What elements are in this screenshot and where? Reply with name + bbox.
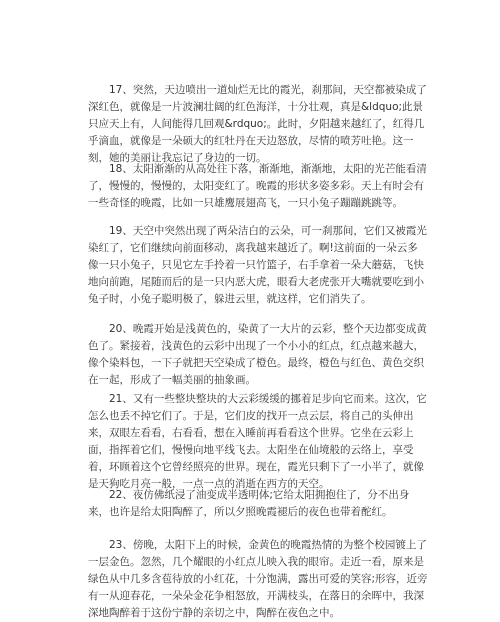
paragraph-22-text: 22、夜仿佛纸浸了油变成半透明体;它给太阳拥抱住了，分不出身来，也许是给太阳陶醉了，所以夕照晚霞褪后的夜色也带着酡红。 xyxy=(88,489,410,518)
paragraph-20 xyxy=(88,321,428,389)
paragraph-19 xyxy=(88,223,428,308)
paragraph-22 xyxy=(88,487,428,521)
paragraph-23-text: 23、傍晚，太阳下上的时候，金黄色的晚霞热情的为整个校园镀上了一层金色。忽然，几个耀眼的小红点儿映入我的眼帘。走近一看，原来是绿色从中几多含苞待放的小红花，十分饱满，露出可爱的笑容;形容，近旁有一从迎春花，一朵朵金花争相怒放，开满枝头，在落日的余晖中，我深深地陶醉着于这份宁静的亲切之中，陶醉在夜色之中。 xyxy=(88,539,428,619)
paragraph-17-text: 17、突然，天边喷出一道灿烂无比的霞光，刹那间，天空都被染成了深红色，就像是一片波澜壮阔的红色海洋，十分壮观，真是&ldquo;此景只应天上有，人间能得几回观&rdquo;。此时，夕阳越来越红了，红得几乎滴血，就像是一朵硕大的红牡丹在天边怒放，尽情的喷芳吐艳。这一刻，她的美丽让我忘记了身边的一切。 xyxy=(88,84,427,164)
paragraph-18 xyxy=(88,161,428,212)
paragraph-23 xyxy=(88,537,428,622)
paragraph-19-text: 19、天空中突然出现了两朵洁白的云朵，可一刹那间，它们又被霞光染红了，它们继续向前面移动，离我越来越近了。啊!这前面的一朵云多像一只小兔子，只见它左手拎着一只竹篮子，右手拿着一朵大蘑菇，飞快地向前跑，尾随而后的是一只内恶大虎，眼看大老虎张开大嘴就要吃到小兔子时，小兔子聪明极了，躲进云里，就这样，它们消失了。 xyxy=(88,225,427,305)
paragraph-20-text: 20、晚霞开始是浅黄色的，染黄了一大片的云彩，整个天边都变成黄色了。紧接着，浅黄色的云彩中出现了一个小小的红点，红点越来越大，像个染料包，一下子就把天空染成了橙色。最终，橙色与红色、黄色交织在一起，形成了一幅美丽的抽象画。 xyxy=(88,323,427,386)
paragraph-17 xyxy=(88,82,428,167)
paragraph-18-text: 18、太阳渐渐的从高处往下落，渐渐地，渐渐地，太阳的光芒能看清了，慢慢的，慢慢的，太阳变红了。晚霞的形状多姿多彩。天上有时会有一些奇怪的晚霞，比如一只雄鹰展翅高飞，一只小兔子蹦蹦跳跳等。 xyxy=(88,163,427,209)
paragraph-21 xyxy=(88,391,428,493)
paragraph-21-text: 21、又有一些整块整块的大云彩缓缓的挪着足步向它而来。这次，它怎么也丢不掉它们了。于是，它们皮的找开一点云层，将自己的头伸出来，双眼左看看，右看看，想在入睡前再看看这个世界。它坐在云彩上面，指挥着它们，慢慢向地平线飞去。太阳坐在仙境般的云络上，享受着，环顾着这个它曾经照亮的世界。现在，霞光只剩下了一小半了，就像是天狗吃月亮一般，一点一点的消逝在西方的天空。 xyxy=(88,393,427,490)
